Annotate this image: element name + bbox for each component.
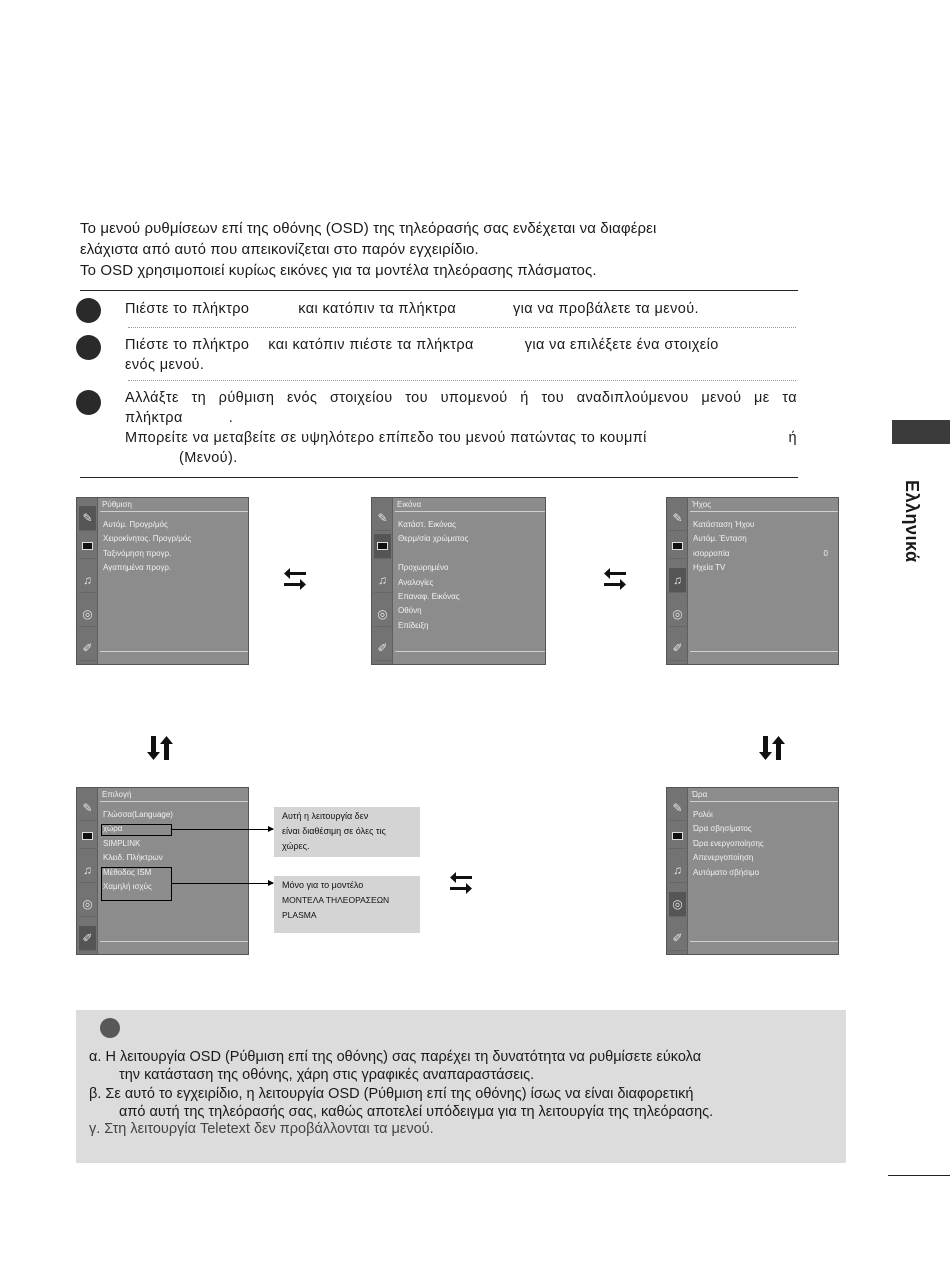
speaker-icon: ♫	[669, 858, 686, 883]
clock-icon: ◎	[79, 892, 96, 917]
osd-item[interactable]: Προχωρημένο	[398, 563, 449, 572]
note-b	[89, 1085, 839, 1121]
note-c-line1: γ. Στη λειτουργία Teletext δεν προβάλλονται τα μενού.	[89, 1121, 434, 1137]
plasma-callout	[274, 876, 420, 933]
plasma-items-highlight	[101, 867, 172, 901]
step-3-line3b: ή	[788, 430, 797, 446]
osd-item[interactable]: Απενεργοποίηση	[693, 853, 754, 862]
callout-line: χώρες.	[282, 841, 310, 851]
osd-item[interactable]: Χειροκίνητος. Προγρ/μός	[103, 534, 192, 543]
osd-setup-menu	[76, 497, 249, 665]
osd-item[interactable]: Ταξινόμηση προγρ.	[103, 549, 172, 558]
osd-title: Εικόνα	[395, 500, 545, 512]
navigate-arrows-icon	[603, 565, 627, 593]
note-c	[89, 1120, 839, 1138]
picture-icon	[374, 534, 391, 559]
note-a-line1: α. Η λειτουργία OSD (Ρύθμιση επί της οθόνης) σας παρέχει τη δυνατότητα να ρυθμίσετε εύκολα	[89, 1049, 702, 1065]
note-b-line2: από αυτή της τηλεόρασής σας, καθώς αποτελεί υπόδειγμα για τη λειτουργία της τηλεόρασης.	[119, 1104, 714, 1120]
clock-icon: ◎	[374, 602, 391, 627]
divider	[128, 327, 796, 328]
osd-item[interactable]: ισορροπία	[693, 549, 730, 558]
osd-item[interactable]: Χαμηλή ισχύς	[103, 882, 152, 891]
divider	[80, 290, 798, 291]
osd-footer-line	[100, 941, 248, 942]
step-2-c: για να επιλέξετε ένα στοιχείο	[524, 337, 719, 353]
speaker-icon: ♫	[79, 568, 96, 593]
intro-line: Το μενού ρυθμίσεων επί της οθόνης (OSD) της τηλεόρασής σας ενδέχεται να διαφέρει	[80, 220, 657, 237]
step-bullet	[76, 298, 101, 323]
language-side-label: Ελληνικά	[902, 480, 922, 563]
balance-value: 0	[823, 549, 828, 558]
country-highlight	[101, 824, 172, 836]
note-a	[89, 1048, 839, 1084]
wrench-icon: ✐	[669, 636, 686, 661]
callout-line: Μόνο για το μοντέλο	[282, 880, 364, 890]
wrench-icon: ✐	[669, 926, 686, 951]
satellite-icon: ✎	[669, 796, 686, 821]
divider	[128, 380, 796, 381]
osd-item[interactable]: Οθόνη	[398, 606, 422, 615]
osd-item[interactable]: Επαναφ. Εικόνας	[398, 592, 460, 601]
osd-item[interactable]: SIMPLINK	[103, 839, 141, 848]
osd-item[interactable]: Ηχεία TV	[693, 563, 726, 572]
osd-item[interactable]: Ρολόι	[693, 810, 713, 819]
note-b-line1: β. Σε αυτό το εγχειρίδιο, η λειτουργία OSD (Ρύθμιση επί της οθόνης) ίσως να είναι διαφορετική	[89, 1086, 694, 1102]
callout-line: Αυτή η λειτουργία δεν	[282, 811, 369, 821]
up-down-arrows-icon	[145, 735, 175, 761]
step-3-line1: Αλλάξτε τη ρύθμιση ενός στοιχείου του υπομενού ή του αναδιπλούμενου μενού με τα	[125, 390, 797, 406]
osd-footer-line	[395, 651, 545, 652]
callout-line: είναι διαθέσιμη σε όλες τις	[282, 826, 386, 836]
osd-title: Ρύθμιση	[100, 500, 248, 512]
osd-item[interactable]: Ώρα σβησίματος	[693, 824, 752, 833]
step-3-line2: πλήκτρα	[125, 410, 183, 426]
step-1	[125, 299, 797, 319]
osd-title: Ώρα	[690, 790, 838, 802]
picture-icon	[669, 824, 686, 849]
step-3-line3: Μπορείτε να μεταβείτε σε υψηλότερο επίπεδο του μενού πατώντας το κουμπί	[125, 430, 647, 446]
osd-footer-line	[100, 651, 248, 652]
note-bullet	[100, 1018, 120, 1038]
satellite-icon: ✎	[669, 506, 686, 531]
osd-item[interactable]: Αυτόμ. Προγρ/μός	[103, 520, 168, 529]
step-2-b: και κατόπιν πιέστε τα πλήκτρα	[268, 337, 474, 353]
osd-item[interactable]: Κατάστ. Εικόνας	[398, 520, 457, 529]
step-3-line2b: .	[228, 410, 234, 426]
speaker-icon: ♫	[669, 568, 686, 593]
picture-icon	[79, 534, 96, 559]
osd-footer-line	[690, 941, 838, 942]
callout-arrow	[172, 883, 273, 884]
picture-icon	[79, 824, 96, 849]
up-down-arrows-icon	[757, 735, 787, 761]
callout-line: ΜΟΝΤΕΛΑ ΤΗΛΕΟΡΑΣΕΩΝ	[282, 895, 390, 905]
osd-picture-menu	[371, 497, 546, 665]
osd-title: Επιλογή	[100, 790, 248, 802]
country-callout	[274, 807, 420, 857]
note-a-line2: την κατάσταση της οθόνης, χάρη στις γραφικές αναπαραστάσεις.	[119, 1067, 535, 1083]
osd-item[interactable]: Κατάσταση Ήχου	[693, 520, 755, 529]
osd-option-menu	[76, 787, 249, 955]
osd-item[interactable]: Επίδειξη	[398, 621, 429, 630]
step-3	[125, 388, 797, 468]
step-bullet	[76, 390, 101, 415]
navigate-arrows-icon	[449, 869, 473, 897]
intro-line: ελάχιστα από αυτό που απεικονίζεται στο παρόν εγχειρίδιο.	[80, 241, 479, 258]
osd-audio-menu	[666, 497, 839, 665]
speaker-icon: ♫	[79, 858, 96, 883]
step-bullet	[76, 335, 101, 360]
clock-icon: ◎	[669, 602, 686, 627]
osd-item[interactable]: Αγαπημένα προγρ.	[103, 563, 172, 572]
osd-item[interactable]: Κλειδ. Πλήκτρων	[103, 853, 163, 862]
clock-icon: ◎	[79, 602, 96, 627]
osd-time-menu	[666, 787, 839, 955]
osd-item[interactable]: χώρα	[103, 824, 123, 833]
osd-item[interactable]: Θερμ/σία χρώματος	[398, 534, 469, 543]
step-2-a: Πιέστε το πλήκτρο	[125, 337, 250, 353]
osd-item[interactable]: Αυτόμ. Ένταση	[693, 534, 747, 543]
intro-paragraph	[80, 218, 800, 281]
divider	[80, 477, 798, 478]
step-1-b: και κατόπιν τα πλήκτρα	[298, 301, 457, 317]
step-3-line4: (Μενού).	[179, 450, 238, 466]
step-2	[125, 335, 797, 375]
navigate-arrows-icon	[283, 565, 307, 593]
picture-icon	[669, 534, 686, 559]
speaker-icon: ♫	[374, 568, 391, 593]
wrench-icon: ✐	[79, 636, 96, 661]
osd-footer-line	[690, 651, 838, 652]
satellite-icon: ✎	[79, 506, 96, 531]
callout-arrow	[172, 829, 273, 830]
wrench-icon: ✐	[374, 636, 391, 661]
wrench-icon: ✐	[79, 926, 96, 951]
intro-line: Το OSD χρησιμοποιεί κυρίως εικόνες για τα μοντέλα τηλεόρασης πλάσματος.	[80, 262, 597, 279]
page-number-rule	[888, 1175, 950, 1176]
step-1-a: Πιέστε το πλήκτρο	[125, 301, 250, 317]
osd-item[interactable]: Μέθοδος ISM	[103, 868, 152, 877]
clock-icon: ◎	[669, 892, 686, 917]
osd-item[interactable]: Αναλογίες	[398, 578, 434, 587]
language-tab	[892, 420, 950, 444]
satellite-icon: ✎	[374, 506, 391, 531]
step-2-d: ενός μενού.	[125, 357, 205, 373]
osd-title: Ήχος	[690, 500, 838, 512]
osd-item[interactable]: Ώρα ενεργοποίησης	[693, 839, 764, 848]
osd-item[interactable]: Γλώσσα(Language)	[103, 810, 173, 819]
satellite-icon: ✎	[79, 796, 96, 821]
step-1-c: για να προβάλετε τα μενού.	[513, 301, 699, 317]
callout-line: PLASMA	[282, 910, 317, 920]
osd-item[interactable]: Αυτόματο σβήσιμο	[693, 868, 760, 877]
